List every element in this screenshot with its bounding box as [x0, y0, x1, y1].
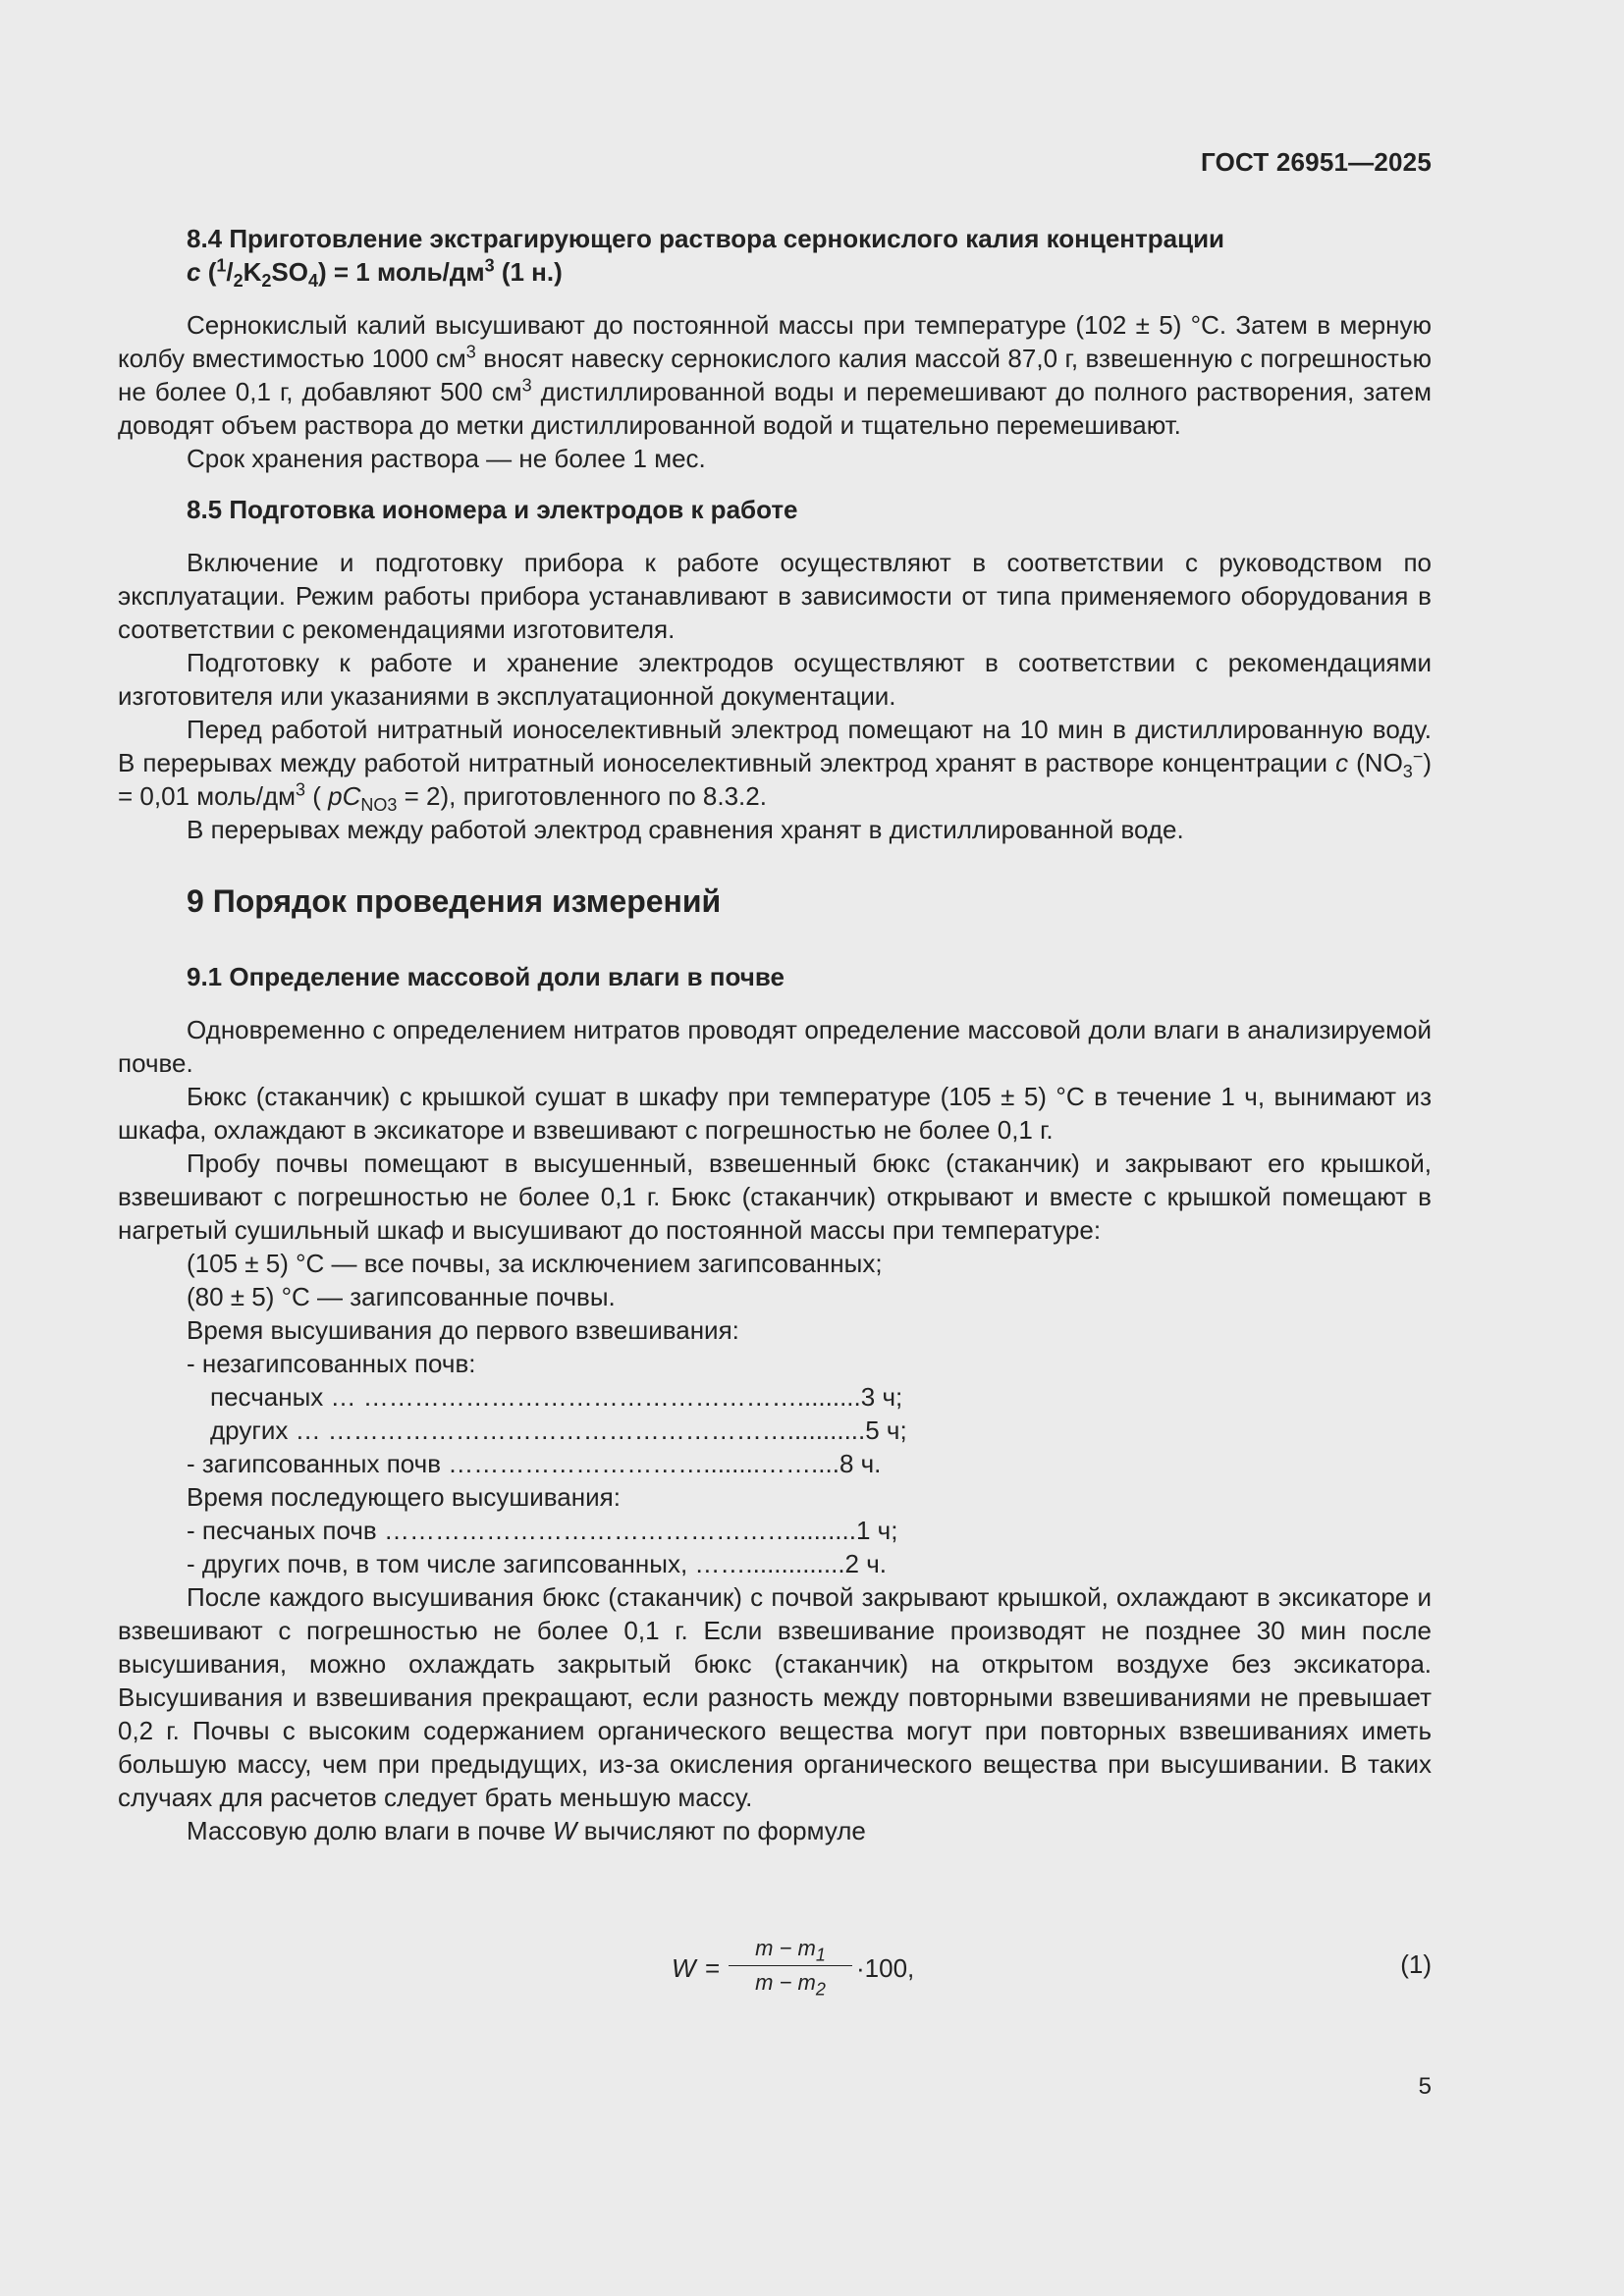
- section-9-1-paragraph-4: После каждого высушивания бюкс (стаканчик) с почвой закрывают крышкой, охлаждают в эксикаторе и взвешивают с погрешностью не более 0,1 г. Если взвешивание производят не позднее 30 мин после высушивания, можно охлаждать закрытый бюкс (стаканчик) на открытом воздухе без эксикатора. Высушивания и взвешивания прекращают, если разность между повторными взвешиваниями не превышает 0,2 г. Почвы с высоким содержанием органического вещества могут при повторных взвешиваниях иметь большую массу, чем при предыдущих, из-за окисления органического вещества при высушивании. В таких случаях для расчетов следует брать меньшую массу.: [118, 1582, 1432, 1812]
- section-8-4-title: [118, 222, 1432, 292]
- list-line-temperature-2: (80 ± 5) °С — загипсованные почвы.: [187, 1282, 616, 1311]
- formula-1: [0, 1934, 1624, 2012]
- section-9-1-paragraph-1: Одновременно с определением нитратов проводят определение массовой доли влаги в анализируемой почве.: [118, 1015, 1432, 1078]
- section-8-5-paragraph-1: Включение и подготовку прибора к работе осуществляют в соответствии с руководством по эксплуатации. Режим работы прибора устанавливают в зависимости от типа применяемого оборудования в соответствии с рекомендациями изготовителя.: [118, 548, 1432, 644]
- page-number: 5: [1418, 2073, 1432, 2100]
- section-8-4-title-line1: 8.4 Приготовление экстрагирующего раствора сернокислого калия концентрации: [187, 224, 1225, 253]
- formula-equals: =: [705, 1953, 721, 1983]
- formula-numerator: $m - m_1$: [755, 1936, 826, 1965]
- section-8-4-paragraph-1: Сернокислый калий высушивают до постоянной массы при температуре (102 ± 5) °С. Затем в мерную колбу вместимостью 1000 $см^3$ вносят навеску сернокислого калия массой 87,0 г, взвешенную с погрешностью не более 0,1 г, добавляют 500 $см^3$ дистиллированной воды и перемешивают до полного растворения, затем доводят объем раствора до метки дистиллированной водой и тщательно перемешивают.: [118, 310, 1432, 440]
- document-body: [118, 222, 1432, 1847]
- formula-number: (1): [1400, 1949, 1432, 1979]
- list-line-temperature-1: (105 ± 5) °С — все почвы, за исключением загипсованных;: [187, 1249, 883, 1278]
- list-line-subsequent-sandy: - песчаных почв ………………………………………….........1 ч;: [187, 1516, 898, 1545]
- section-9-title: 9 Порядок проведения измерений: [187, 883, 722, 919]
- section-8-5-paragraph-3: Перед работой нитратный ионоселективный электрод помещают на 10 мин в дистиллированную воду. В перерывах между работой нитратный ионоселективный электрод хранят в растворе концентрации c $(NO_3^-) = 0,01$ моль/$дм^3$ ( $pC_{NO3} = 2$), приготовленного по 8.3.2.: [118, 715, 1432, 816]
- section-9-1-title: 9.1 Определение массовой доли влаги в почве: [187, 962, 785, 991]
- section-9-1-paragraph-5: Массовую долю влаги в почве W вычисляют по формуле: [187, 1816, 866, 1845]
- formula-tail: ·100,: [856, 1953, 915, 1983]
- list-line-drying-time-heading: Время высушивания до первого взвешивания:: [187, 1315, 739, 1345]
- document-id: ГОСТ 26951—2025: [1201, 147, 1432, 177]
- section-8-5-paragraph-4: В перерывах между работой электрод сравнения хранят в дистиллированной воде.: [187, 815, 1184, 844]
- list-line-non-gypsum: - незагипсованных почв:: [187, 1349, 476, 1378]
- list-line-subsequent-heading: Время последующего высушивания:: [187, 1482, 621, 1512]
- section-8-4-paragraph-2: Срок хранения раствора — не более 1 мес.: [187, 444, 706, 473]
- section-8-5-paragraph-2: Подготовку к работе и хранение электродов осуществляют в соответствии с рекомендациями изготовителя или указаниями в эксплуатационной документации.: [118, 648, 1432, 711]
- list-line-gypsum: - загипсованных почв …………………………........……....8 ч.: [187, 1449, 882, 1478]
- formula-denominator: $m - m_2$: [755, 1970, 826, 2000]
- section-8-4-title-line2: c $(^1/_2K_2SO_4) = 1$ моль/$дм^3$ (1 н.): [187, 255, 563, 292]
- list-line-sandy: песчаных … …………………………………………….........3 ч;: [210, 1382, 903, 1412]
- section-8-5-title: 8.5 Подготовка иономера и электродов к работе: [187, 495, 798, 524]
- list-line-subsequent-other: - других почв, в том числе загипсованных, ……..............2 ч.: [187, 1549, 887, 1578]
- section-9-1-paragraph-3: Пробу почвы помещают в высушенный, взвешенный бюкс (стаканчик) и закрывают его крышкой, взвешивают с погрешностью не более 0,1 г. Бюкс (стаканчик) открывают и вместе с крышкой помещают в нагретый сушильный шкаф и высушивают до постоянной массы при температуре:: [118, 1148, 1432, 1245]
- formula-fraction: [729, 1934, 852, 1998]
- list-line-other: других … ………………………………………………...........5 ч;: [210, 1415, 907, 1445]
- section-9-1-paragraph-2: Бюкс (стаканчик) с крышкой сушат в шкафу при температуре (105 ± 5) °С в течение 1 ч, вынимают из шкафа, охлаждают в эксикаторе и взвешивают с погрешностью не более 0,1 г.: [118, 1082, 1432, 1145]
- formula-fraction-bar: [729, 1965, 852, 1966]
- formula-lhs: W: [672, 1953, 696, 1983]
